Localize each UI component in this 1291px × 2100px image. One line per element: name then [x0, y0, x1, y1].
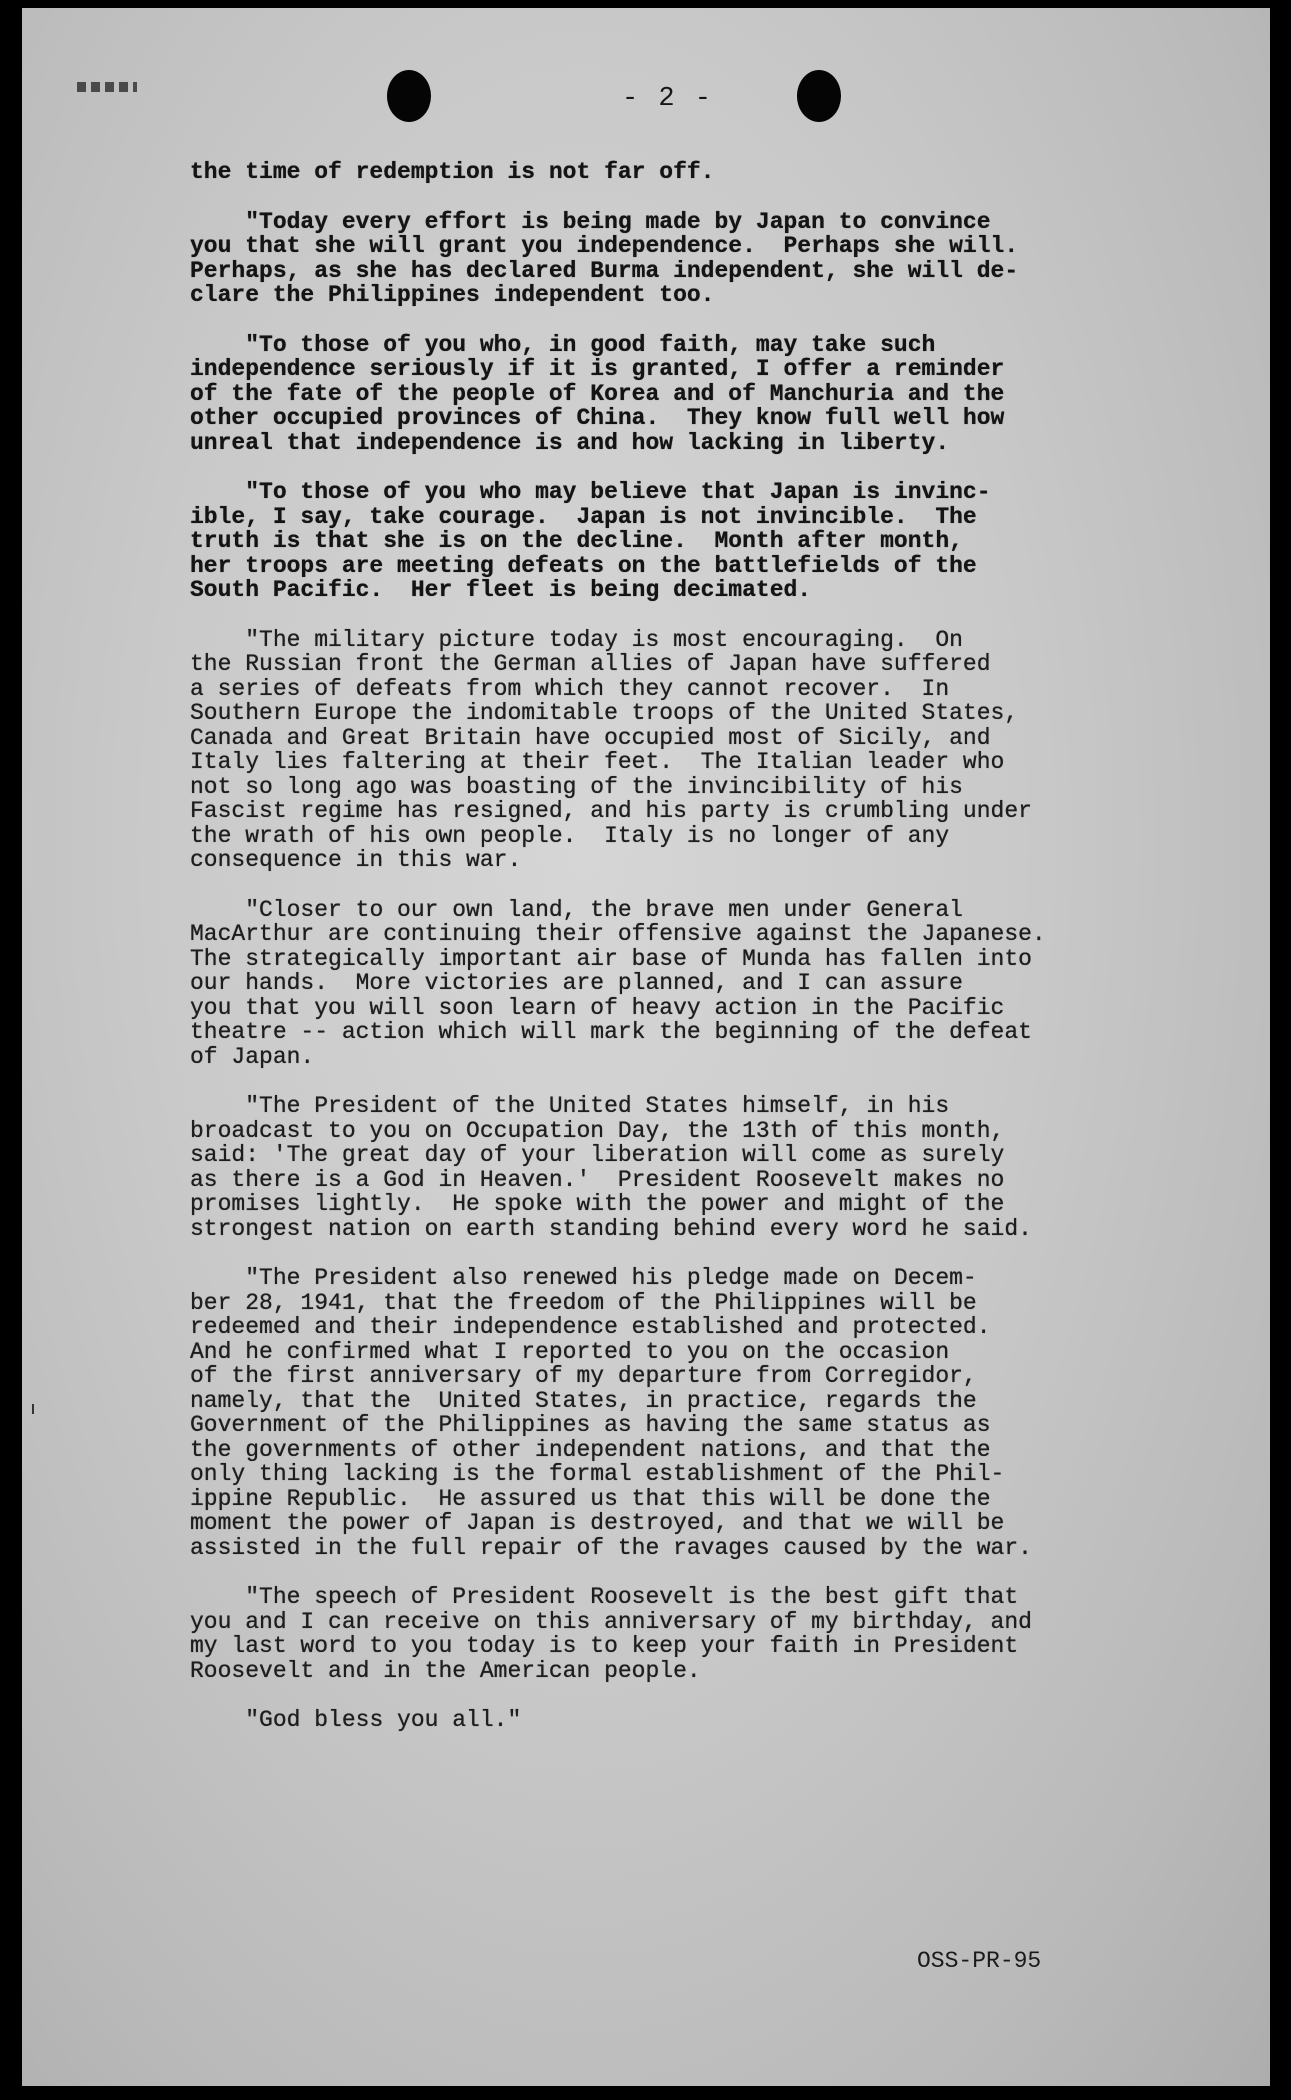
paragraph-6: "Closer to our own land, the brave men under General MacArthur are continuing their offensive against the Japanese. The strategically important air base of Munda has fallen into our hands. More victories are planned, and I can assure you that you will soon learn of heavy action in the Pacific theatre -- action which will mark the beginning of the defeat of Japan.	[190, 896, 1046, 1070]
paragraph-10: "God bless you all."	[190, 1707, 522, 1733]
paragraph-5: "The military picture today is most encouraging. On the Russian front the German allies of Japan have suffered a series of defeats from which they cannot recover. In Southern Europe the indomitable troops of the United States, Canada and Great Britain have occupied most of Sicily, and Italy lies faltering at their feet. The Italian leader who not so long ago was boasting of the invincibility of his Fascist regime has resigned, and his party is crumbling under the wrath of his own people. Italy is no longer of any consequence in this war.	[190, 626, 1032, 873]
letter-body	[190, 160, 1120, 1758]
document-page	[22, 8, 1270, 2086]
paragraph-2: "Today every effort is being made by Japan to convince you that she will grant you independence. Perhaps she will. Perhaps, as she has declared Burma independent, she will de- clare the Philippines independent too.	[190, 208, 1019, 308]
paragraph-4: "To those of you who may believe that Japan is invinc- ible, I say, take courage. Japan is not invincible. The truth is that she is on the decline. Month after month, her troops are meeting defeats on the battlefields of the South Pacific. Her fleet is being decimated.	[190, 479, 991, 603]
document-id: OSS-PR-95	[917, 1948, 1042, 1974]
corner-mark	[77, 82, 137, 92]
stray-mark	[32, 1404, 34, 1414]
paragraph-7: "The President of the United States himself, in his broadcast to you on Occupation Day, the 13th of this month, said: 'The great day of your liberation will come as surely as there is a God in Heaven.' President Roosevelt makes no promises lightly. He spoke with the power and might of the strongest nation on earth standing behind every word he said.	[190, 1093, 1032, 1242]
punch-hole-left	[387, 70, 431, 122]
paragraph-8: "The President also renewed his pledge made on Decem- ber 28, 1941, that the freedom of the Philippines will be redeemed and their independence established and protected. And he confirmed what I reported to you on the occasion of the first anniversary of my departure from Corregidor, namely, that the United States, in practice, regards the Government of the Philippines as having the same status as the governments of other independent nations, and that the only thing lacking is the formal establishment of the Phil- ippine Republic. He assured us that this will be done the moment the power of Japan is destroyed, and that we will be assisted in the full repair of the ravages caused by the war.	[190, 1265, 1032, 1561]
punch-hole-right	[797, 70, 841, 122]
paragraph-1: the time of redemption is not far off.	[190, 159, 715, 185]
paragraph-9: "The speech of President Roosevelt is the best gift that you and I can receive on this anniversary of my birthday, and my last word to you today is to keep your faith in President Roosevelt and in the American people.	[190, 1584, 1032, 1684]
page-number: - 2 -	[622, 84, 714, 114]
paragraph-3: "To those of you who, in good faith, may take such independence seriously if it is granted, I offer a reminder of the fate of the people of Korea and of Manchuria and the other occupied provinces of China. They know full well how unreal that independence is and how lacking in liberty.	[190, 331, 1005, 456]
